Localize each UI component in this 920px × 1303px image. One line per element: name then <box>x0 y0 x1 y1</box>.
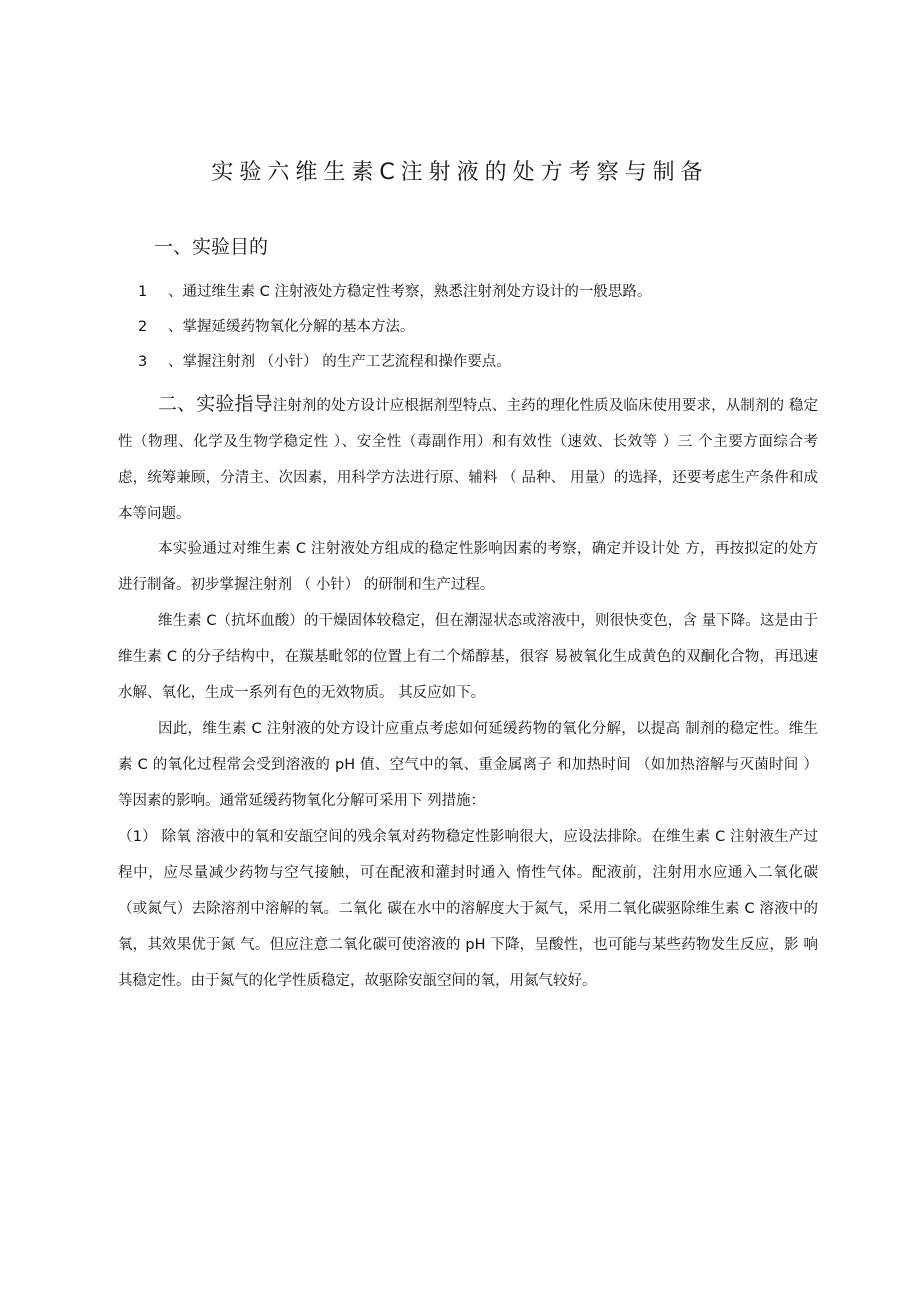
list-item-number: 3 <box>138 354 148 370</box>
guidance-intro-paragraph <box>118 386 818 532</box>
list-item <box>138 315 415 339</box>
list-item-number: 1 <box>138 284 148 300</box>
list-item <box>138 350 511 374</box>
list-item-number: 2 <box>138 319 148 335</box>
list-item-text: 、掌握注射剂 （小针） 的生产工艺流程和操作要点。 <box>168 354 511 370</box>
list-item-text: 、通过维生素 C 注射液处方稳定性考察，熟悉注射剂处方设计的一般思路。 <box>168 284 652 300</box>
guidance-intro-text: 注射剂的处方设计应根据剂型特点、主药的理化性质及临床使用要求，从制剂的 稳定性（物理、化学及生物学稳定性 ）、安全性（毒副作用）和有效性（速效、长效等 ）三 个主要方面综合考虑，统筹兼顾，分清主、次因素，用科学方法进行原、辅料 （ 品种、 用量）的选择，还要考虑生产条件和成本等问题。 <box>118 398 818 522</box>
page-title: 实验六维生素C注射液的处方考察与制备 <box>211 160 709 185</box>
list-item-text: 、掌握延缓药物氧化分解的基本方法。 <box>168 319 415 335</box>
list-item <box>138 280 651 304</box>
section-heading-objectives: 一、实验目的 <box>154 236 269 258</box>
measure-step-1: （1） 除氧 溶液中的氧和安瓿空间的残余氧对药物稳定性影响很大，应设法排除。在维生素 C 注射液生产过程中，应尽量减少药物与空气接触，可在配液和灌封时通入 惰性气体。配液前，注射用水应通入二氧化碳 （或氮气）去除溶剂中溶解的氧。二氧化 碳在水中的溶解度大于氮气，采用二氧化碳驱除维生素 C 溶液中的氧，其效果优于氮 气。但应注意二氧化碳可使溶液的 pH 下降，呈酸性，也可能与某些药物发生反应，影 响其稳定性。由于氮气的化学性质稳定，故驱除安瓿空间的氧，用氮气较好。 <box>118 829 818 989</box>
section-heading-guidance: 二、实验指导 <box>158 393 273 415</box>
body-paragraph: 因此，维生素 C 注射液的处方设计应重点考虑如何延缓药物的氧化分解，以提高 制剂的稳定性。维生素 C 的氧化过程常会受到溶液的 pH 值、空气中的氧、重金属离子 和加热时间 （如加热溶解与灭菌时间 ）等因素的影响。通常延缓药物氧化分解可采用下 列措施： <box>118 721 818 809</box>
body-paragraph: 本实验通过对维生素 C 注射液处方组成的稳定性影响因素的考察，确定并设计处 方，再按拟定的处方进行制备。初步掌握注射剂 （ 小针） 的研制和生产过程。 <box>118 541 818 593</box>
body-paragraph: 维生素 C（抗坏血酸）的干燥固体较稳定，但在潮湿状态或溶液中，则很快变色，含 量下降。这是由于维生素 C 的分子结构中，在羰基毗邻的位置上有二个烯醇基，很容 易被氧化生成黄色的双酮化合物，再迅速水解、氧化，生成一系列有色的无效物质。 其反应如下。 <box>118 613 818 701</box>
